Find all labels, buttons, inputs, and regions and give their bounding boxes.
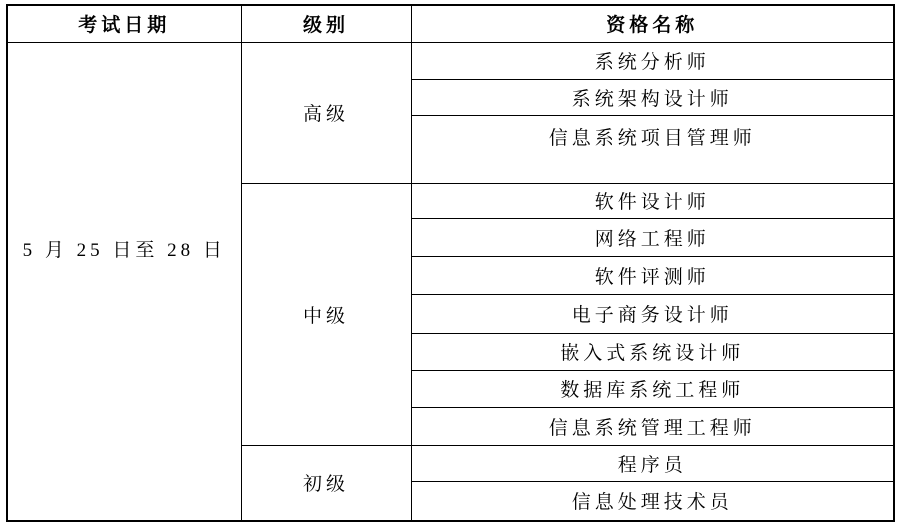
qualification-cell: 信息系统管理工程师 [411,407,894,445]
level-cell-advanced: 高级 [241,42,411,183]
qualification-cell: 软件设计师 [411,183,894,218]
table-header-row [7,5,894,42]
qualification-cell: 系统架构设计师 [411,79,894,115]
qualification-cell: 信息处理技术员 [411,481,894,521]
table-row [7,42,894,79]
qualification-cell: 信息系统项目管理师 [411,115,894,183]
qualification-cell: 程序员 [411,445,894,481]
qualification-cell: 嵌入式系统设计师 [411,333,894,370]
qualification-cell: 软件评测师 [411,256,894,294]
exam-date-value: 5 月 25 日至 28 日 [22,239,226,261]
header-level: 级别 [241,5,411,42]
qualification-cell: 网络工程师 [411,218,894,256]
exam-date-cell [7,42,241,521]
exam-schedule-table [6,4,895,522]
qualification-cell: 系统分析师 [411,42,894,79]
level-cell-elementary: 初级 [241,445,411,521]
header-qualification-name: 资格名称 [411,5,894,42]
qualification-cell: 电子商务设计师 [411,294,894,333]
qualification-cell: 数据库系统工程师 [411,370,894,407]
header-exam-date: 考试日期 [7,5,241,42]
level-cell-intermediate: 中级 [241,183,411,445]
